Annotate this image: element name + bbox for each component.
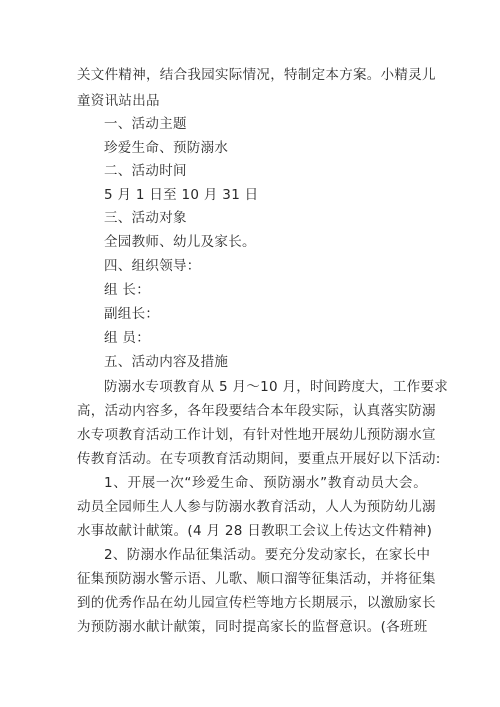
text-line: 防溺水专项教育从 5 月～10 月，时间跨度大，工作要求 bbox=[104, 379, 449, 395]
section-heading: 二、活动时间 bbox=[104, 163, 187, 179]
text-line: 2、防溺水作品征集活动。要充分发动家长，在家长中 bbox=[104, 547, 431, 563]
text-line: 副组长： bbox=[104, 306, 160, 322]
text-line: 组 长： bbox=[104, 282, 150, 298]
section-heading: 五、活动内容及措施 bbox=[104, 354, 229, 370]
text-line: 童资讯站出品 bbox=[77, 93, 160, 109]
text-line: 高，活动内容多，各年段要结合本年段实际，认真落实防溺 bbox=[77, 403, 436, 419]
text-line: 全园教师、幼儿及家长。 bbox=[104, 234, 256, 250]
text-line: 到的优秀作品在幼儿园宣传栏等地方长期展示，以激励家长 bbox=[77, 595, 436, 611]
text-line: 动员全园师生人人参与防溺水教育活动，人人为预防幼儿溺 bbox=[77, 499, 436, 515]
text-line: 珍爱生命、预防溺水 bbox=[104, 140, 229, 156]
section-heading: 一、活动主题 bbox=[104, 116, 187, 132]
text-line: 水事故献计献策。(4 月 28 日教职工会议上传达文件精神) bbox=[77, 523, 433, 539]
text-line: 传教育活动。在专项教育活动期间，要重点开展好以下活动: bbox=[77, 451, 441, 467]
text-line: 水专项教育活动工作计划，有针对性地开展幼儿预防溺水宣 bbox=[77, 427, 436, 443]
text-line: 关文件精神，结合我园实际情况，特制定本方案。小精灵儿 bbox=[77, 67, 436, 83]
section-heading: 三、活动对象 bbox=[104, 210, 187, 226]
text-line: 5 月 1 日至 10 月 31 日 bbox=[104, 187, 259, 203]
text-line: 征集预防溺水警示语、儿歌、顺口溜等征集活动，并将征集 bbox=[77, 571, 436, 587]
section-heading: 四、组织领导： bbox=[104, 258, 201, 274]
text-line: 为预防溺水献计献策，同时提高家长的监督意识。(各班班 bbox=[77, 619, 428, 635]
text-line: 组 员： bbox=[104, 330, 150, 346]
text-line: 1、开展一次“珍爱生命、预防溺水”教育动员大会。 bbox=[104, 475, 427, 491]
